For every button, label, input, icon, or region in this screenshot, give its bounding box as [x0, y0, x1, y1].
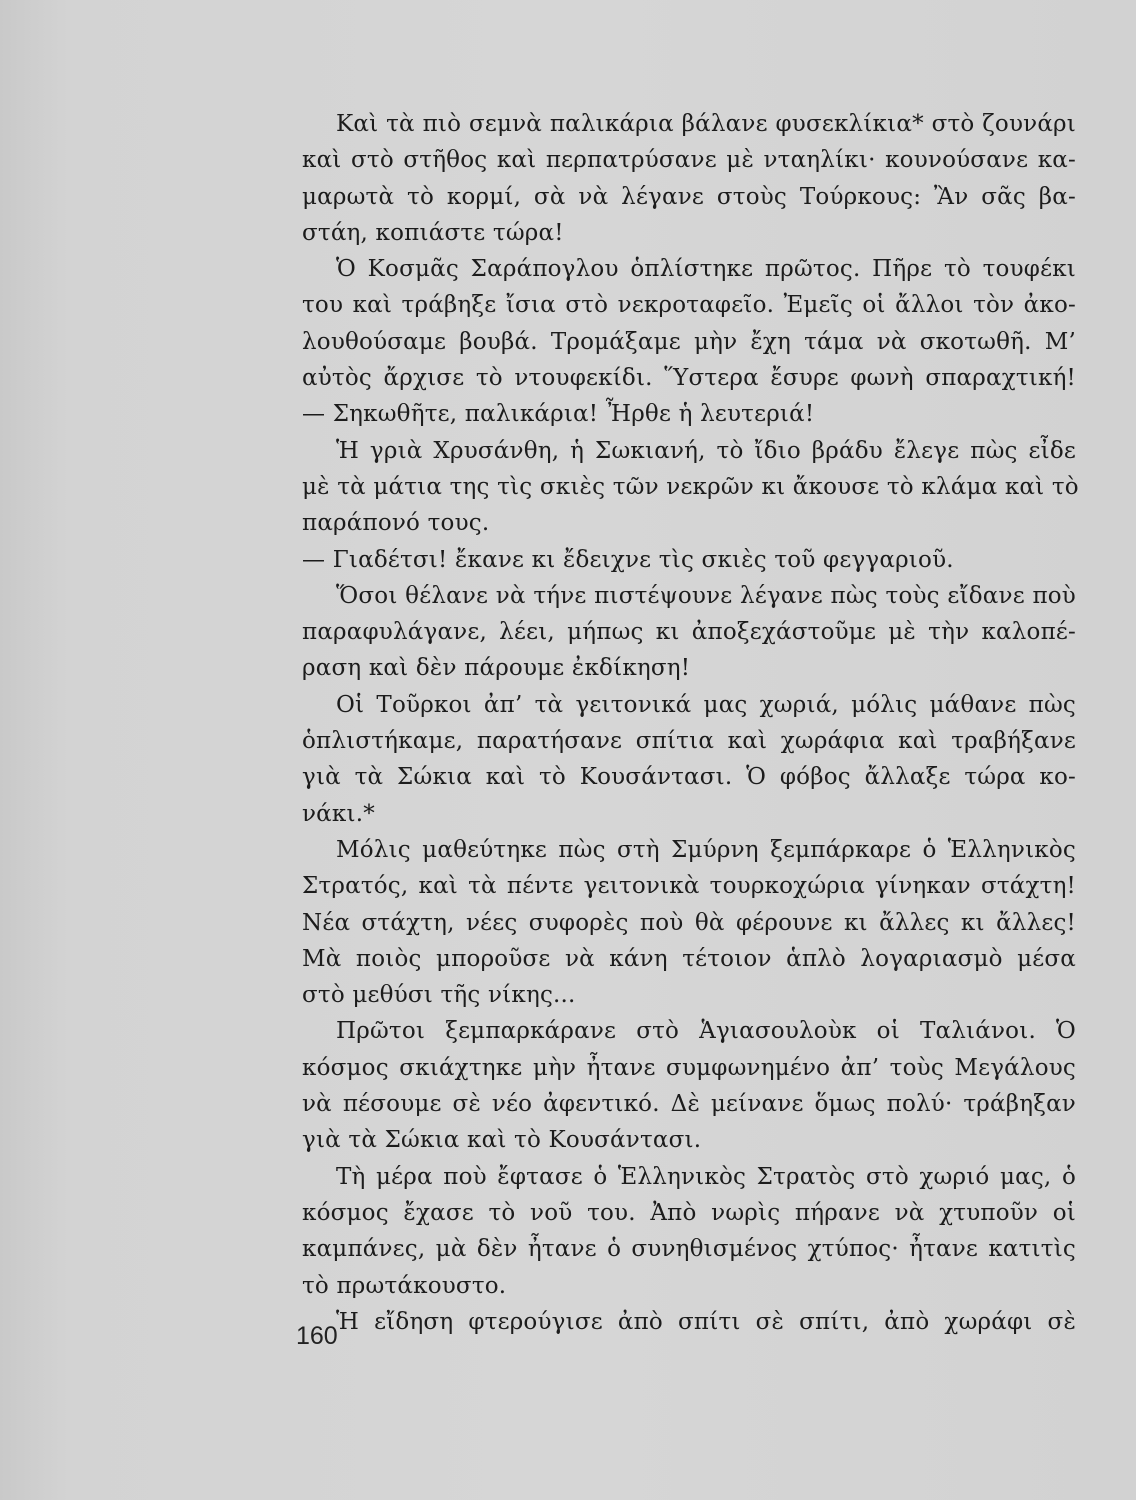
text-line: αὐτὸς ἄρχισε τὸ ντουφεκίδι. Ὕστερα ἔσυρε φωνὴ σπαραχτική!	[302, 365, 1076, 392]
text-line: Πρῶτοι ξεμπαρκάρανε στὸ Ἁγιασουλοὺκ οἱ Ταλιάνοι. Ὁ	[336, 1018, 1076, 1045]
text-line: καμπάνες, μὰ δὲν ἦτανε ὁ συνηθισμένος χτύπος· ἦτανε κατιτὶς	[302, 1236, 1076, 1263]
text-line: κόσμος ἔχασε τὸ νοῦ του. Ἀπὸ νωρὶς πήρανε νὰ χτυποῦν οἱ	[302, 1199, 1076, 1226]
text-line: γιὰ τὰ Σώκια καὶ τὸ Κουσάντασι.	[302, 1127, 702, 1154]
text-line: Μόλις μαθεύτηκε πὼς στὴ Σμύρνη ξεμπάρκαρε ὁ Ἑλληνικὸς	[336, 836, 1076, 863]
text-line: παράπονό τους.	[302, 510, 490, 537]
text-line: ὁπλιστήκαμε, παρατήσανε σπίτια καὶ χωράφια καὶ τραβήξανε	[302, 728, 1076, 755]
text-line: νάκι.*	[302, 800, 375, 827]
text-line: μαρωτὰ τὸ κορμί, σὰ νὰ λέγανε στοὺς Τούρκους: Ἂν σᾶς βα-	[302, 183, 1076, 210]
text-line: Νέα στάχτη, νέες συφορὲς ποὺ θὰ φέρουνε κι ἄλλες κι ἄλλες!	[302, 909, 1076, 936]
text-line: Οἱ Τοῦρκοι ἀπ’ τὰ γειτονικά μας χωριά, μόλις μάθανε πὼς	[336, 691, 1076, 718]
text-line: ραση καὶ δὲν πάρουμε ἐκδίκηση!	[302, 655, 691, 682]
page-number: 160	[296, 1322, 338, 1350]
text-line: Μὰ ποιὸς μποροῦσε νὰ κάνη τέτοιον ἁπλὸ λογαριασμὸ μέσα	[302, 945, 1076, 972]
text-line: — Γιαδέτσι! ἔκανε κι ἔδειχνε τὶς σκιὲς τοῦ φεγγαριοῦ.	[302, 546, 954, 573]
text-line: νὰ πέσουμε σὲ νέο ἀφεντικό. Δὲ μείνανε ὅμως πολύ· τράβηξαν	[302, 1091, 1076, 1118]
text-line: στάη, κοπιάστε τώρα!	[302, 219, 564, 246]
text-line: στὸ μεθύσι τῆς νίκης...	[302, 982, 576, 1009]
text-line: Καὶ τὰ πιὸ σεμνὰ παλικάρια βάλανε φυσεκλίκια* στὸ ζουνάρι	[336, 111, 1076, 137]
text-line: Ἡ εἴδηση φτερούγισε ἀπὸ σπίτι σὲ σπίτι, ἀπὸ χωράφι σὲ	[336, 1308, 1076, 1335]
text-line: του καὶ τράβηξε ἴσια στὸ νεκροταφεῖο. Ἐμεῖς οἱ ἄλλοι τὸν ἀκο-	[302, 292, 1076, 319]
text-line: Τὴ μέρα ποὺ ἔφτασε ὁ Ἑλληνικὸς Στρατὸς στὸ χωριό μας, ὁ	[336, 1163, 1076, 1190]
text-line: γιὰ τὰ Σώκια καὶ τὸ Κουσάντασι. Ὁ φόβος ἄλλαξε τώρα κο-	[302, 764, 1076, 791]
text-line: λουθούσαμε βουβά. Τρομάξαμε μὴν ἔχη τάμα νὰ σκοτωθῆ. Μ’	[302, 328, 1076, 355]
text-line: μὲ τὰ μάτια της τὶς σκιὲς τῶν νεκρῶν κι ἄκουσε τὸ κλάμα καὶ τὸ	[302, 473, 1079, 500]
text-line: κόσμος σκιάχτηκε μὴν ἦτανε συμφωνημένο ἀπ’ τοὺς Μεγάλους	[302, 1054, 1076, 1081]
body-text	[302, 106, 1079, 1340]
text-line: Ὅσοι θέλανε νὰ τήνε πιστέψουνε λέγανε πὼς τοὺς εἴδανε ποὺ	[336, 582, 1076, 609]
text-line: τὸ πρωτάκουστο.	[302, 1272, 507, 1299]
text-line: Στρατός, καὶ τὰ πέντε γειτονικὰ τουρκοχώρια γίνηκαν στάχτη!	[302, 873, 1076, 900]
text-line: παραφυλάγανε, λέει, μήπως κι ἀποξεχάστοῦμε μὲ τὴν καλοπέ-	[302, 619, 1076, 646]
text-line: Ἡ γριὰ Χρυσάνθη, ἡ Σωκιανή, τὸ ἴδιο βράδυ ἔλεγε πὼς εἶδε	[336, 437, 1076, 464]
text-line: Ὁ Κοσμᾶς Σαράπογλου ὁπλίστηκε πρῶτος. Πῆρε τὸ τουφέκι	[336, 256, 1076, 283]
text-line: καὶ στὸ στῆθος καὶ περπατρύσανε μὲ νταηλίκι· κουνούσανε κα-	[302, 147, 1076, 174]
text-line: — Σηκωθῆτε, παλικάρια! Ἦρθε ἡ λευτεριά!	[302, 401, 815, 428]
